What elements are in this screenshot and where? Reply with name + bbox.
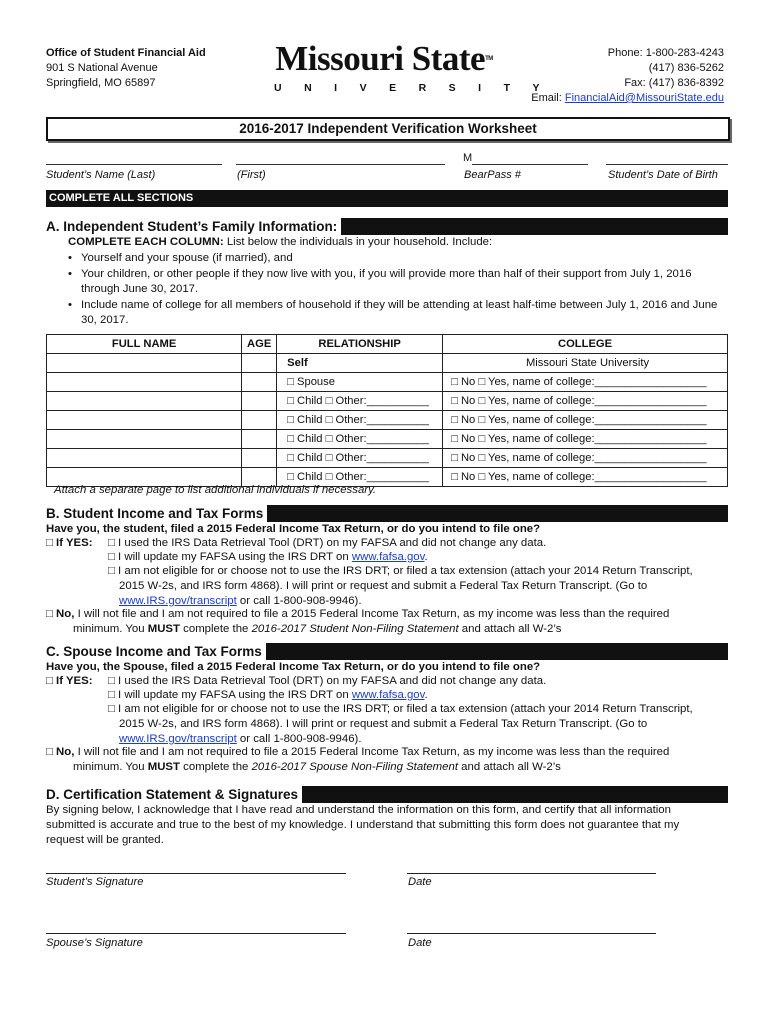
table-row: [47, 449, 728, 468]
dob-label: Student’s Date of Birth: [608, 169, 718, 181]
cert-line-3: request will be granted.: [46, 834, 164, 846]
bullet-item: • Your children, or other people if they now live with you, if you will provide more than half of their support from July 1, 2016 through June 30, 2017.: [68, 267, 728, 297]
section-b-heading: [46, 505, 728, 522]
section-b-option-transcript[interactable]: [108, 564, 728, 609]
student-date-label: Date: [408, 876, 432, 888]
section-a-intro-text: List below the individuals in your household. Include:: [223, 236, 493, 248]
student-signature-line[interactable]: [46, 873, 346, 874]
name-cell[interactable]: [47, 392, 242, 411]
student-signature-label: Student’s Signature: [46, 876, 144, 888]
no-text2-mid: complete the: [180, 761, 252, 773]
name-cell[interactable]: [47, 430, 242, 449]
table-row: [47, 354, 728, 373]
opt3-call-text: or call 1-800-908-9946).: [236, 733, 362, 745]
dob-line[interactable]: [606, 164, 728, 165]
office-address-line2: Springfield, MO 65897: [46, 77, 156, 89]
section-d-title: D. Certification Statement & Signatures: [46, 786, 302, 803]
fafsa-link[interactable]: www.fafsa.gov: [351, 551, 425, 563]
section-c-title: C. Spouse Income and Tax Forms: [46, 643, 266, 660]
irs-transcript-link[interactable]: www.IRS.gov/transcript: [119, 733, 237, 745]
email-label: Email:: [531, 92, 565, 104]
college-cell[interactable]: □ No □ Yes, name of college:__________________: [443, 392, 728, 411]
section-b-if-yes[interactable]: □ If YES:: [46, 537, 93, 549]
college-cell[interactable]: □ No □ Yes, name of college:__________________: [443, 430, 728, 449]
student-date-line[interactable]: [407, 873, 656, 874]
col-age: AGE: [242, 335, 277, 354]
office-name: Office of Student Financial Aid: [46, 47, 206, 59]
table-row: [47, 411, 728, 430]
office-address-line1: 901 S National Avenue: [46, 62, 158, 74]
no-text: I will not file and I am not required to file a 2015 Federal Income Tax Return, as my income was less than the required: [74, 608, 670, 620]
college-cell[interactable]: □ No □ Yes, name of college:__________________: [443, 449, 728, 468]
section-a-intro-bold: COMPLETE EACH COLUMN:: [68, 236, 224, 248]
no-text2-post: and attach all W-2’s: [458, 623, 562, 635]
bullet-item: • Include name of college for all members of household if they will be attending at least half-time between July 1, 2016 and June 30, 2017.: [68, 298, 728, 328]
section-a-intro: [68, 235, 728, 250]
age-cell[interactable]: [242, 392, 277, 411]
bearpass-line[interactable]: [472, 164, 588, 165]
section-b-title: B. Student Income and Tax Forms: [46, 505, 267, 522]
table-row: [47, 373, 728, 392]
email-link[interactable]: FinancialAid@MissouriState.edu: [564, 92, 724, 104]
opt3-line-b: 2015 W-2s, and IRS form 4868). I will print or request and submit a Federal Tax Return Transcript. (Go to: [119, 580, 648, 592]
opt3-line-a: □ I am not eligible for or choose not to use the IRS DRT; or filed a tax extension (attach your 2014 Return Transcript,: [108, 703, 693, 715]
relationship-cell[interactable]: □ Child □ Other:__________: [277, 449, 443, 468]
no-label: No,: [56, 608, 75, 620]
relationship-cell[interactable]: □ Child □ Other:__________: [277, 411, 443, 430]
must-text: MUST: [147, 623, 180, 635]
section-d-heading: [46, 786, 728, 803]
fax-line: Fax: (417) 836-8392: [624, 77, 724, 89]
section-a-bullets: [68, 251, 728, 328]
college-cell[interactable]: □ No □ Yes, name of college:__________________: [443, 468, 728, 487]
last-name-label: Student’s Name (Last): [46, 169, 156, 181]
relationship-cell[interactable]: □ Spouse: [277, 373, 443, 392]
phone2-line: (417) 836-5262: [648, 62, 724, 74]
spouse-date-label: Date: [408, 937, 432, 949]
name-cell[interactable]: [47, 449, 242, 468]
no-text2-mid: complete the: [180, 623, 252, 635]
age-cell[interactable]: [242, 430, 277, 449]
opt3-line-a: □ I am not eligible for or choose not to use the IRS DRT; or filed a tax extension (attach your 2014 Return Transcript,: [108, 565, 693, 577]
section-c-option-no[interactable]: [46, 745, 736, 775]
non-filing-form-name: 2016-2017 Student Non-Filing Statement: [251, 623, 459, 635]
spouse-signature-label: Spouse’s Signature: [46, 937, 143, 949]
table-row: [47, 430, 728, 449]
opt2-post: .: [424, 689, 428, 701]
no-label: No,: [56, 746, 75, 758]
no-text: I will not file and I am not required to file a 2015 Federal Income Tax Return, as my income was less than the required: [74, 746, 670, 758]
irs-transcript-link[interactable]: www.IRS.gov/transcript: [119, 595, 237, 607]
college-cell: Missouri State University: [443, 354, 728, 373]
name-cell[interactable]: [47, 373, 242, 392]
first-name-line[interactable]: [236, 164, 445, 165]
relationship-cell[interactable]: □ Child □ Other:__________: [277, 392, 443, 411]
missouri-state-logo: [258, 39, 563, 94]
spouse-date-line[interactable]: [407, 933, 656, 934]
section-c-option-drt[interactable]: □ I used the IRS Data Retrieval Tool (DRT) on my FAFSA and did not change any data.: [108, 675, 547, 687]
table-header-row: [47, 335, 728, 354]
section-b-option-drt[interactable]: □ I used the IRS Data Retrieval Tool (DRT) on my FAFSA and did not change any data.: [108, 537, 547, 549]
logo-wordmark: [258, 40, 510, 78]
age-cell[interactable]: [242, 411, 277, 430]
table-row: [47, 392, 728, 411]
logo-subtitle: UNIVERSITY: [274, 82, 563, 94]
relationship-cell[interactable]: □ Child □ Other:__________: [277, 468, 443, 487]
spouse-signature-line[interactable]: [46, 933, 346, 934]
col-full-name: FULL NAME: [47, 335, 242, 354]
section-a-note: Attach a separate page to list additional individuals if necessary.: [54, 484, 377, 496]
no-checkbox[interactable]: □: [46, 608, 57, 620]
section-c-option-transcript[interactable]: [108, 702, 728, 747]
section-a-heading: [46, 218, 728, 235]
relationship-cell[interactable]: □ Child □ Other:__________: [277, 430, 443, 449]
logo-tm: TM: [485, 56, 493, 62]
section-a-title: A. Independent Student’s Family Information:: [46, 218, 341, 235]
first-name-label: (First): [237, 169, 266, 181]
age-cell[interactable]: [242, 449, 277, 468]
logo-main-text: Missouri State: [275, 39, 486, 78]
household-table: [46, 334, 728, 487]
office-address-block: [46, 46, 206, 91]
age-cell[interactable]: [242, 354, 277, 373]
opt2-text: □ I will update my FAFSA using the IRS DRT on: [108, 551, 352, 563]
cert-line-2: submitted is accurate and true to the best of my knowledge. I understand that submitting this form does not guarantee that my: [46, 819, 680, 831]
email-line: [531, 91, 724, 106]
section-b-question: Have you, the student, filed a 2015 Federal Income Tax Return, or do you intend to file one?: [46, 523, 541, 535]
last-name-line[interactable]: [46, 164, 222, 165]
col-college: COLLEGE: [443, 335, 728, 354]
fafsa-link[interactable]: www.fafsa.gov: [351, 689, 425, 701]
no-checkbox[interactable]: □: [46, 746, 57, 758]
no-text2-pre: minimum. You: [73, 761, 148, 773]
complete-all-banner: COMPLETE ALL SECTIONS: [46, 190, 728, 207]
opt2-text: □ I will update my FAFSA using the IRS DRT on: [108, 689, 352, 701]
m-prefix: M: [463, 152, 473, 164]
name-cell[interactable]: [47, 354, 242, 373]
col-relationship: RELATIONSHIP: [277, 335, 443, 354]
section-c-heading: [46, 643, 728, 660]
opt3-call-text: or call 1-800-908-9946).: [236, 595, 362, 607]
phone-line: Phone: 1-800-283-4243: [607, 47, 724, 59]
opt3-line-b: 2015 W-2s, and IRS form 4868). I will print or request and submit a Federal Tax Return Transcript. (Go to: [119, 718, 648, 730]
section-c-question: Have you, the Spouse, filed a 2015 Federal Income Tax Return, or do you intend to file one?: [46, 661, 541, 673]
college-cell[interactable]: □ No □ Yes, name of college:__________________: [443, 411, 728, 430]
bearpass-label: BearPass #: [464, 169, 521, 181]
relationship-cell: Self: [277, 354, 443, 373]
section-c-if-yes[interactable]: □ If YES:: [46, 675, 93, 687]
section-b-option-no[interactable]: [46, 607, 736, 637]
section-b-option-update[interactable]: [108, 550, 428, 565]
must-text: MUST: [147, 761, 180, 773]
age-cell[interactable]: [242, 373, 277, 392]
non-filing-form-name: 2016-2017 Spouse Non-Filing Statement: [251, 761, 458, 773]
bullet-item: • Yourself and your spouse (if married), and: [68, 251, 728, 266]
certification-statement: [46, 803, 736, 848]
no-text2-pre: minimum. You: [73, 623, 148, 635]
opt2-post: .: [424, 551, 428, 563]
contact-block: [531, 46, 724, 106]
page-title: 2016-2017 Independent Verification Worksheet: [46, 117, 730, 141]
cert-line-1: By signing below, I acknowledge that I have read and understand the information on this form, and certify that all information: [46, 804, 671, 816]
college-cell[interactable]: □ No □ Yes, name of college:__________________: [443, 373, 728, 392]
no-text2-post: and attach all W-2’s: [458, 761, 561, 773]
name-cell[interactable]: [47, 411, 242, 430]
section-c-option-update[interactable]: [108, 688, 428, 703]
